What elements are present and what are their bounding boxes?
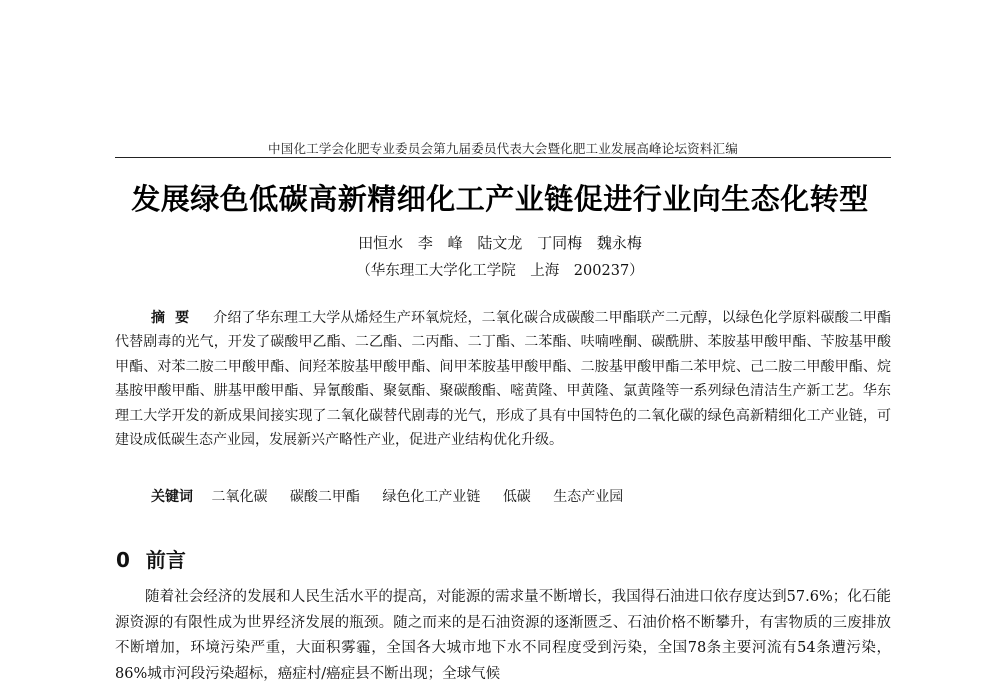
keyword: 碳酸二甲酯 — [289, 489, 360, 505]
section-heading — [116, 544, 186, 573]
keyword: 二氧化碳 — [211, 489, 268, 505]
keyword: 低碳 — [502, 489, 531, 505]
abstract — [115, 306, 891, 452]
header-divider — [115, 157, 891, 158]
keyword: 绿色化工产业链 — [382, 489, 481, 505]
section-title: 前言 — [145, 548, 186, 572]
authors: 田恒水 李 峰 陆文龙 丁同梅 魏永梅 — [358, 234, 642, 252]
paper-title: 发展绿色低碳高新精细化工产业链促进行业向生态化转型 — [131, 182, 869, 216]
section-number: 0 — [116, 548, 130, 572]
keyword: 生态产业园 — [553, 489, 624, 505]
affiliation: （华东理工大学化工学院 上海 200237） — [356, 263, 644, 279]
running-header: 中国化工学会化肥专业委员会第九届委员代表大会暨化肥工业发展高峰论坛资料汇编 — [268, 141, 738, 156]
keywords-label: 关键词 — [151, 489, 193, 505]
section-body-text: 随着社会经济的发展和人民生活水平的提高，对能源的需求量不断增长，我国得石油进口依存度达到57.6%；化石能源资源的有限性成为世界经济发展的瓶颈。随之而来的是石油资源的逐渐匮乏、石油价格不断攀升，有害物质的三废排放不断增加，环境污染严重，大面积雾霾，全国各大城市地下水不同程度受到污染，全国78条主要河流有54条遭污染，86%城市河段污染超标，癌症村/癌症县不断出现；全球气候 — [115, 589, 891, 682]
abstract-label: 摘要 — [151, 310, 200, 326]
abstract-text: 介绍了华东理工大学从烯烃生产环氧烷烃，二氧化碳合成碳酸二甲酯联产二元醇，以绿色化学原料碳酸二甲酯代替剧毒的光气，开发了碳酸甲乙酯、二乙酯、二丙酯、二丁酯、二苯酯、呋喃唑酮、碳酰肼、苯胺基甲酸甲酯、苄胺基甲酸甲酯、对苯二胺二甲酸甲酯、间羟苯胺基甲酸甲酯、间甲苯胺基甲酸甲酯、二胺基甲酸甲酯二苯甲烷、己二胺二甲酸甲酯、烷基胺甲酸甲酯、肼基甲酸甲酯、异氰酸酯、聚氨酯、聚碳酸酯、嘧黄隆、甲黄隆、氯黄隆等一系列绿色清洁生产新工艺。华东理工大学开发的新成果间接实现了二氧化碳替代剧毒的光气，形成了具有中国特色的二氧化碳的绿色高新精细化工产业链，可建设成低碳生态产业园，发展新兴产略性产业，促进产业结构优化升级。 — [115, 310, 892, 449]
keywords — [151, 487, 891, 507]
